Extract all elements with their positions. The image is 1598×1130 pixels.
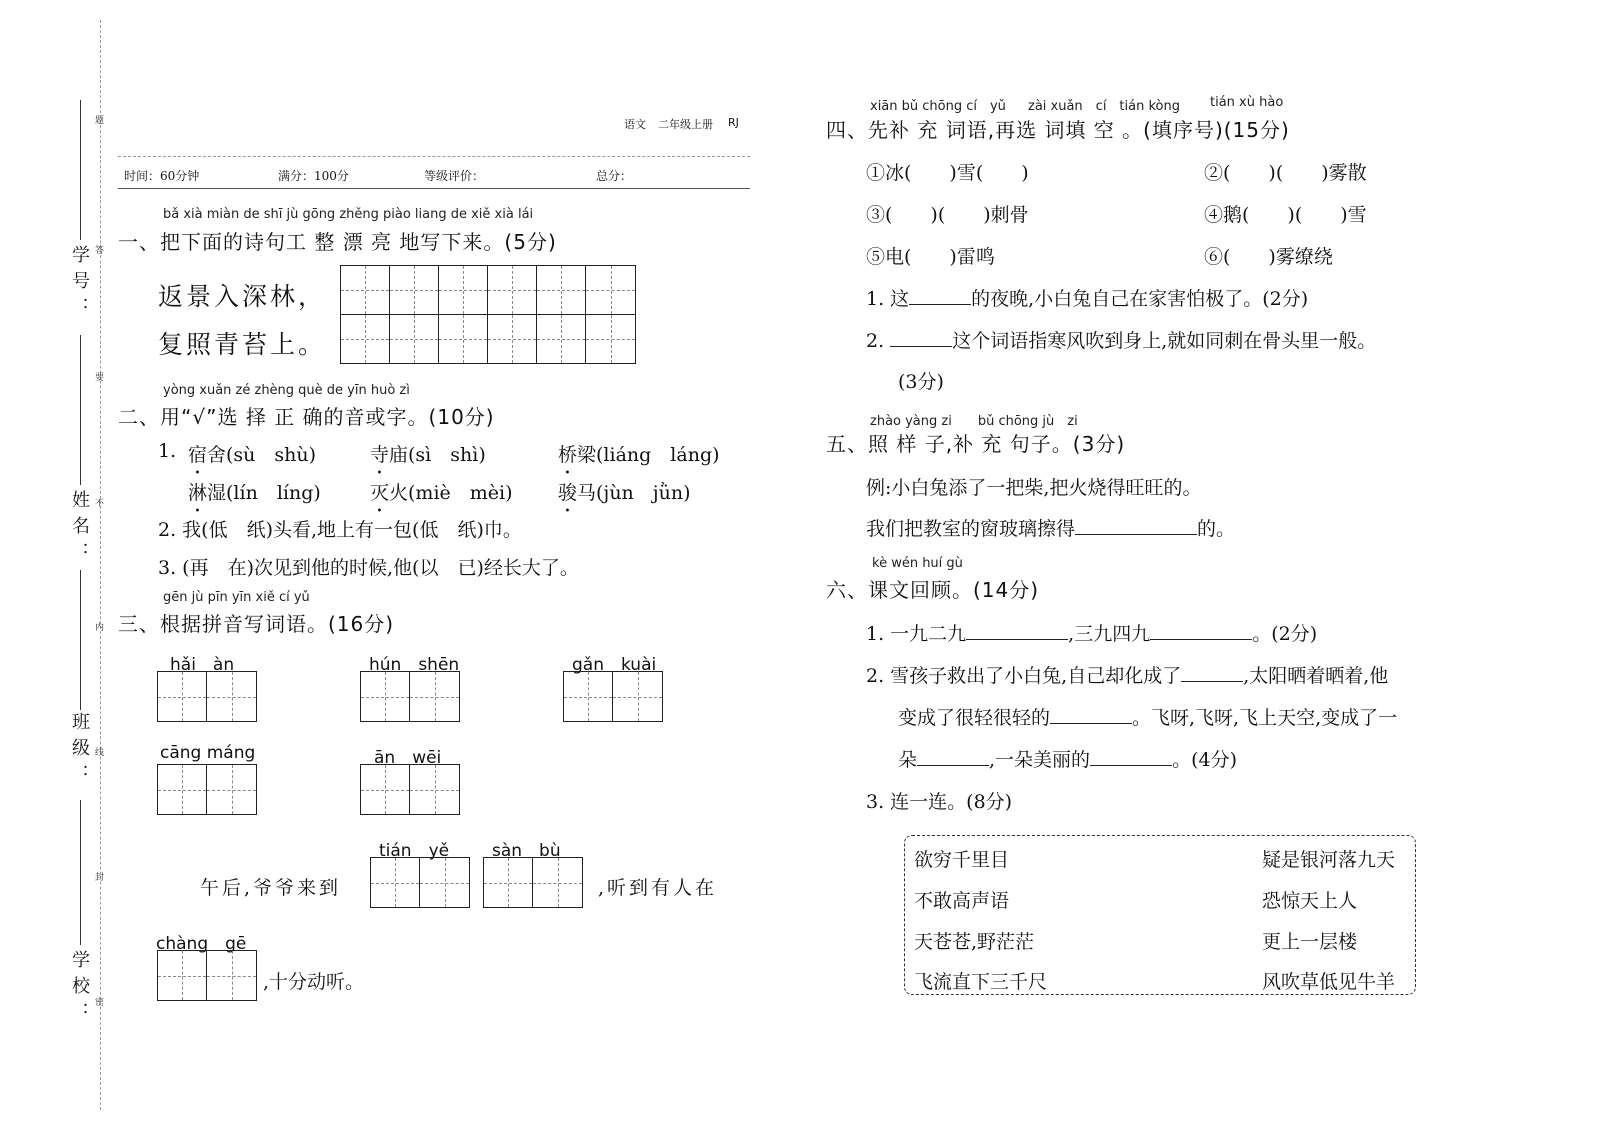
section-6-title: 六、课文回顾。(14分) xyxy=(826,578,1040,602)
word-pinyin-2: hún shēn xyxy=(369,655,460,675)
section-3-title: 三、根据拼音写词语。(16分) xyxy=(118,612,395,636)
match-left-2[interactable]: 不敢高声语 xyxy=(914,890,1010,912)
example-sentence: 例:小白兔添了一把柴,把火烧得旺旺的。 xyxy=(866,477,1202,499)
q6-2-blank-2[interactable] xyxy=(1050,705,1132,724)
fill-item-6[interactable]: ⑥( )雾缭绕 xyxy=(1204,246,1333,268)
q2-1-item-a[interactable]: 宿舍(sù shù) xyxy=(188,444,317,466)
edition-label: RJ xyxy=(728,116,739,129)
seal-char: 封 xyxy=(95,873,105,883)
word-grid-1[interactable] xyxy=(157,671,257,722)
grade-label: 二年级上册 xyxy=(658,118,713,131)
subject-label: 语文 xyxy=(624,118,646,131)
class-label: 班级： xyxy=(69,712,90,790)
fill-item-2[interactable]: ②( )( )雾散 xyxy=(1204,162,1367,184)
fill-item-3[interactable]: ③( )( )刺骨 xyxy=(866,204,1029,226)
full-score-label: 满分：100分 xyxy=(278,169,349,183)
header-solid-rule xyxy=(118,188,750,189)
q6-3: 3. 连一连。(8分) xyxy=(866,791,1013,813)
section-5-pinyin: zhào yàng zi bǔ chōng jù zi xyxy=(870,414,1078,429)
section-1-title: 一、把下面的诗句工 整 漂 亮 地写下来。(5分) xyxy=(118,230,557,254)
word-grid-8[interactable] xyxy=(157,950,257,1001)
q4-1-blank[interactable] xyxy=(909,286,971,305)
word-pinyin-1: hǎi àn xyxy=(170,655,235,675)
q2-3[interactable]: 3. (再 在)次见到他的时候,他(以 已)经长大了。 xyxy=(158,557,579,579)
time-label: 时间：60分钟 xyxy=(124,169,200,183)
q6-2-line-3: 朵 ,一朵美丽的 。(4分) xyxy=(898,749,1237,771)
poem-writing-grid[interactable] xyxy=(340,265,636,364)
q2-1-item-e[interactable]: 灭火(miè mèi) xyxy=(370,482,513,504)
binding-dashed-line xyxy=(100,20,101,1110)
q6-2-blank-1[interactable] xyxy=(1181,663,1243,682)
q5-blank[interactable] xyxy=(1075,516,1197,535)
section-5-title: 五、照 样 子,补 充 句子。(3分) xyxy=(826,432,1126,456)
seal-char: 不 xyxy=(95,499,105,509)
match-left-3[interactable]: 天苍苍,野茫茫 xyxy=(914,931,1035,953)
q6-1: 1. 一九二九 ,三九四九 。(2分) xyxy=(866,623,1318,645)
word-pinyin-4: cāng máng xyxy=(160,743,256,763)
seal-char: 内 xyxy=(95,623,105,633)
match-left-1[interactable]: 欲穷千里目 xyxy=(914,849,1010,871)
word-pinyin-8: chàng gē xyxy=(156,934,247,954)
class-line xyxy=(80,570,81,710)
q6-2-blank-3[interactable] xyxy=(917,747,989,766)
q6-2-line-2: 变成了很轻很轻的 。飞呀,飞呀,飞上天空,变成了一 xyxy=(898,707,1398,729)
word-grid-4[interactable] xyxy=(157,764,257,815)
word-pinyin-6: tián yě xyxy=(379,841,450,861)
q2-1-number: 1. xyxy=(158,440,177,462)
q4-2-score: (3分) xyxy=(898,371,944,393)
fill-item-1[interactable]: ①冰( )雪( ) xyxy=(866,162,1029,184)
word-grid-5[interactable] xyxy=(360,764,460,815)
seal-char: 答 xyxy=(95,246,105,256)
q6-1-blank-2[interactable] xyxy=(1150,621,1252,640)
name-line xyxy=(80,335,81,485)
q2-1-item-f[interactable]: 骏马(jùn jǜn) xyxy=(558,482,691,504)
word-pinyin-7: sàn bù xyxy=(492,841,561,861)
match-right-3[interactable]: 更上一层楼 xyxy=(1262,931,1358,953)
school-label: 学校： xyxy=(69,950,90,1028)
match-left-4[interactable]: 飞流直下三千尺 xyxy=(914,971,1048,993)
q4-1: 1. 这 的夜晚,小白兔自己在家害怕极了。(2分) xyxy=(866,288,1309,310)
q2-2[interactable]: 2. 我(低 纸)头看,地上有一包(低 纸)巾。 xyxy=(158,519,522,541)
match-right-4[interactable]: 风吹草低见牛羊 xyxy=(1262,971,1396,993)
seal-char: 题 xyxy=(95,116,105,126)
seal-char: 密 xyxy=(95,998,105,1008)
word-grid-3[interactable] xyxy=(563,671,663,722)
word-pinyin-5: ān wēi xyxy=(374,748,442,768)
section-1-pinyin: bǎ xià miàn de shī jù gōng zhěng piào liang de xiě xià lái xyxy=(163,207,534,222)
match-right-2[interactable]: 恐惊天上人 xyxy=(1262,890,1358,912)
student-no-line xyxy=(80,100,81,240)
header-dashed-rule xyxy=(118,156,750,157)
sentence-part-a: 午后,爷爷来到 xyxy=(200,877,342,899)
section-2-pinyin: yòng xuǎn zé zhèng què de yīn huò zì xyxy=(163,383,410,398)
word-grid-7[interactable] xyxy=(483,857,583,908)
section-3-pinyin: gēn jù pīn yīn xiě cí yǔ xyxy=(163,590,310,605)
word-grid-6[interactable] xyxy=(370,857,470,908)
word-grid-2[interactable] xyxy=(360,671,460,722)
q2-1-item-d[interactable]: 淋湿(lín líng) xyxy=(188,482,321,504)
section-4-pinyin-c: tián xù hào xyxy=(1210,95,1284,110)
q4-2-blank[interactable] xyxy=(890,328,952,347)
sentence-part-b: ,听到有人在 xyxy=(598,877,718,899)
q6-2-blank-4[interactable] xyxy=(1090,747,1172,766)
q4-2: 2. 这个词语指寒风吹到身上,就如同刺在骨头里一般。 xyxy=(866,330,1377,352)
sentence-part-c: ,十分动听。 xyxy=(263,971,365,993)
seal-char: 要 xyxy=(95,373,105,383)
q2-1-item-b[interactable]: 寺庙(sì shì) xyxy=(370,444,486,466)
school-line xyxy=(80,800,81,945)
match-right-1[interactable]: 疑是银河落九天 xyxy=(1262,849,1396,871)
poem-line-1: 返景入深林， xyxy=(158,282,327,311)
q2-1-item-c[interactable]: 桥梁(liáng láng) xyxy=(558,444,720,466)
section-6-pinyin: kè wén huí gù xyxy=(872,556,963,571)
section-4-pinyin-b: zài xuǎn cí tián kòng xyxy=(1028,99,1180,114)
word-pinyin-3: gǎn kuài xyxy=(572,655,657,675)
seal-char: 线 xyxy=(95,748,105,758)
q6-2-line-1: 2. 雪孩子救出了小白兔,自己却化成了 ,太阳晒着晒着,他 xyxy=(866,665,1389,687)
poem-line-2: 复照青苔上。 xyxy=(158,330,327,359)
level-label: 等级评价： xyxy=(424,169,485,183)
fill-item-5[interactable]: ⑤电( )雷鸣 xyxy=(866,246,995,268)
name-label: 姓名： xyxy=(69,490,90,568)
total-label: 总分： xyxy=(596,169,633,183)
section-4-title: 四、先补 充 词语,再选 词填 空 。(填序号)(15分) xyxy=(826,118,1290,142)
q5: 我们把教室的窗玻璃擦得 的。 xyxy=(866,518,1236,540)
fill-item-4[interactable]: ④鹅( )( )雪 xyxy=(1204,204,1367,226)
section-2-title: 二、用“√”选 择 正 确的音或字。(10分) xyxy=(118,405,495,429)
section-4-pinyin-a: xiān bǔ chōng cí yǔ xyxy=(870,99,1006,114)
student-no-label: 学号： xyxy=(69,245,90,323)
q6-1-blank-1[interactable] xyxy=(966,621,1068,640)
